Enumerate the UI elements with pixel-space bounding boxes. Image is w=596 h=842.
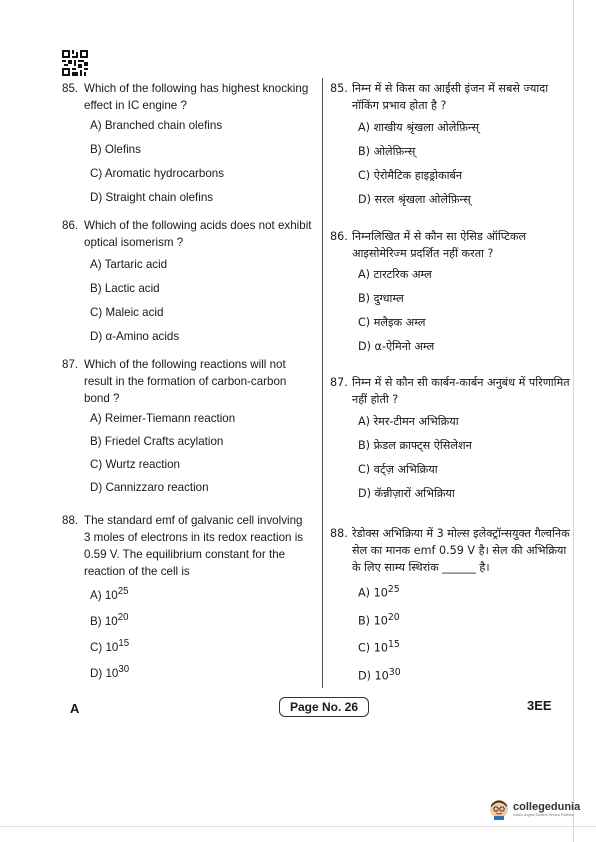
question-text: निम्न में से कौन सी कार्बन-कार्बन अनुबंध में परिणामित नहीं होती ? [352,376,570,406]
question-text: निम्न में से किस का आईसी इंजन में सबसे ज्यादा नॉकिंग प्रभाव होता है ? [352,82,549,112]
column-divider [322,78,323,688]
brand-name: collegedunia [513,801,581,813]
option-exponent: 15 [387,639,400,651]
question-number: 85. [62,82,79,95]
option-d: D) Cannizzaro reaction [90,481,209,494]
option-b: B) दुग्धाम्ल [358,292,404,305]
option-d: D) सरल श्रृंखला ओलेफ़िन्स् [358,193,471,206]
option-b: B) Olefins [90,143,141,156]
option-c: C) $10^{15}$ [358,639,400,656]
option-exponent: 25 [117,586,129,597]
question-87-en [62,356,312,495]
option-c: C) Wurtz reaction [90,458,180,471]
option-b: B) ओलेफ़िन्स् [358,145,416,158]
question-85-hi [330,80,575,207]
option-a: A) Branched chain olefins [90,119,223,132]
option-c: C) Aromatic hydrocarbons [90,167,225,180]
question-number: 87. [62,358,79,371]
option-a: A) रेमर-टीमन अभिक्रिया [358,415,459,428]
option-d: D) कॅन्नीज़ारों अभिक्रिया [358,487,455,500]
question-text: Which of the following has highest knocking effect in IC engine ? [84,82,309,112]
option-a: A) टारटरिक अम्ल [358,268,432,281]
option-b: B) $10^{20}$ [358,611,400,628]
bottom-rule [0,826,596,827]
page-number-box: Page No. 26 [279,697,369,717]
option-exponent: 20 [117,611,129,623]
mascot-icon [488,798,510,820]
question-number: 88. [62,514,79,527]
option-exponent: 20 [387,611,400,623]
option-b: B) फ्रेडल क्राफ्ट्स ऐसिलेशन [358,439,472,452]
qr-code-icon [62,50,88,76]
question-text: The standard emf of galvanic cell involving 3 moles of electrons in its redox reaction is 0.59 V. The equilibrium constant for the reaction of the cell is [84,514,304,578]
question-86-en [62,217,312,344]
option-exponent: 30 [118,663,130,675]
option-a: A) Tartaric acid [90,258,168,271]
question-87-hi [330,374,575,501]
option-d: D) Straight chain olefins [90,191,214,204]
question-85-en [62,80,312,205]
option-b: B) Friedel Crafts acylation [90,435,224,448]
question-number: 86. [330,230,348,243]
option-b: B) Lactic acid [90,282,160,295]
option-exponent: 30 [388,667,401,679]
question-text: Which of the following reactions will not result in the formation of carbon-carbon bond ? [84,358,287,405]
question-number: 86. [62,219,79,232]
option-exponent: 25 [387,584,400,595]
brand-tagline: India's largest Student Review Platform [513,813,574,817]
option-a: A) शाखीय श्रृंखला ओलेफ़िन्स् [358,121,480,134]
collegedunia-watermark [488,798,580,820]
option-a: A) Reimer-Tiemann reaction [90,412,236,425]
question-number: 88. [330,527,348,540]
option-b: B) $10^{20}$ [90,611,129,628]
option-c: C) मलैइक अम्ल [358,316,426,329]
option-c: C) Maleic acid [90,306,164,319]
option-c: C) $10^{15}$ [90,637,130,654]
question-text: निम्नलिखित में से कौन सा ऐसिड ऑप्टिकल आइसोमेरिज्म प्रदर्शित नहीं करता ? [352,230,527,260]
option-d: D) $10^{30}$ [90,663,130,680]
option-c: C) वर्ट्ज़ अभिक्रिया [358,463,438,476]
option-d: D) α-ऐमिनो अम्ल [358,340,435,353]
question-text: रेडोक्स अभिक्रिया में 3 मोल्स इलेक्ट्रॉन्सयुक्त गैल्वनिक सेल का मानक emf 0.59 V है। सेल की अभिक्रिया के लिए साम्य स्थिरांक ______ है। [352,527,570,574]
option-d: D) $10^{30}$ [358,667,401,683]
option-exponent: 15 [118,637,130,649]
option-d: D) α-Amino acids [90,330,180,343]
option-a: A) $10^{25}$ [90,586,129,602]
question-88-en [62,512,312,680]
question-86-hi [330,228,575,354]
question-number: 87. [330,376,348,389]
booklet-series-label: A [70,701,80,716]
question-88-hi [330,525,575,684]
question-text: Which of the following acids does not exhibit optical isomerism ? [84,219,312,249]
question-number: 85. [330,82,348,95]
paper-code-label: 3EE [527,698,552,713]
option-c: C) ऐरोमैटिक हाइड्रोकार्बन [358,169,463,182]
option-a: A) $10^{25}$ [358,584,400,600]
